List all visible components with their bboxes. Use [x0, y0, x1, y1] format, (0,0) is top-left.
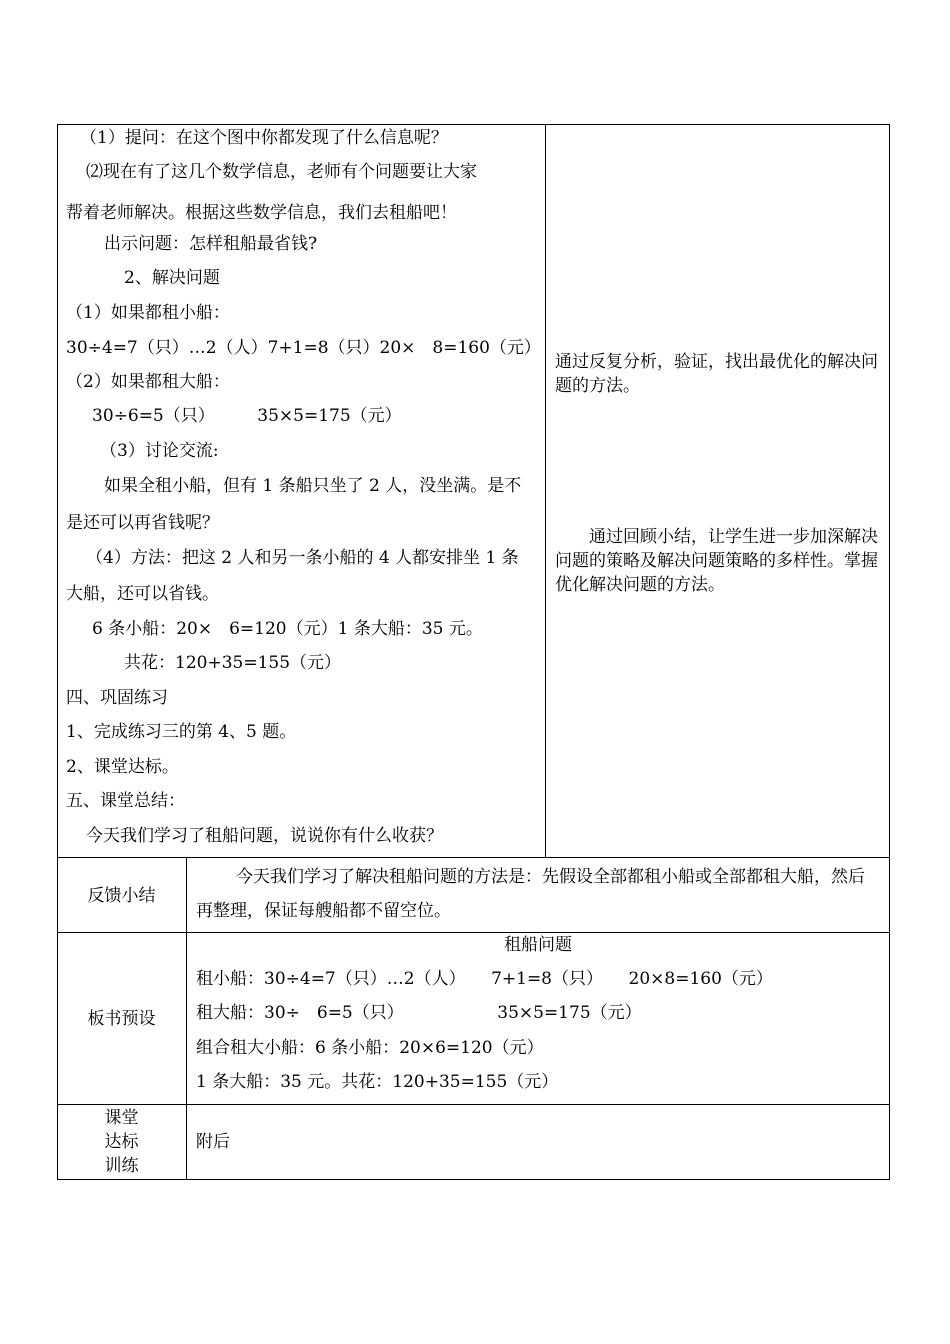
process-line: 出示问题：怎样租船最省钱? [104, 234, 318, 254]
practice-label-line: 训练 [104, 1156, 139, 1176]
divider-row-3 [57, 1104, 890, 1105]
process-line: 五、课堂总结： [66, 791, 185, 811]
intent-note-2: 通过回顾小结，让学生进一步加深解决问题的策略及解决问题策略的多样性。掌握优化解决问题的方法。 [555, 527, 878, 595]
process-line: （3）讨论交流: [100, 441, 219, 461]
practice-label-line: 课堂 [104, 1108, 139, 1128]
board-line: 1 条大船：35 元。共花：120+35=155（元） [196, 1072, 559, 1092]
divider-row-1 [57, 857, 890, 858]
practice-label-line: 达标 [104, 1132, 139, 1152]
process-line: （2）如果都租大船： [66, 372, 230, 392]
process-line: 如果全租小船，但有 1 条船只坐了 2 人，没坐满。是不 [104, 476, 522, 496]
feedback-text: 今天我们学习了解决租船问题的方法是：先假设全部都租小船或全部都租大船，然后再整理，保证每艘船都不留空位。 [196, 867, 865, 921]
practice-text: 附后 [196, 1132, 230, 1152]
divider-process-intent [545, 124, 546, 858]
board-line: 租大船：30÷ 6=5（只） 35×5=175（元） [196, 1003, 642, 1023]
process-line: ⑵现在有了这几个数学信息，老师有个问题要让大家 [86, 162, 477, 182]
process-line: 大船，还可以省钱。 [66, 584, 219, 604]
process-line: 是还可以再省钱呢？ [66, 513, 219, 533]
divider-label-column [186, 857, 187, 1180]
process-line: 30÷4=7（只）…2（人）7+1=8（只）20× 8=160（元） [66, 338, 541, 358]
process-line: 四、巩固练习 [66, 688, 168, 708]
process-line: （1）如果都租小船： [66, 303, 230, 323]
process-line: 2、解决问题 [124, 268, 220, 288]
board-line: 组合租大小船：6 条小船：20×6=120（元） [196, 1038, 544, 1058]
intent-note-1: 通过反复分析，验证，找出最优化的解决问题的方法。 [555, 352, 878, 396]
process-line: （1）提问：在这个图中你都发现了什么信息呢？ [80, 128, 448, 148]
process-line: （4）方法：把这 2 人和另一条小船的 4 人都安排坐 1 条 [86, 548, 519, 568]
board-title: 租船问题 [504, 935, 572, 955]
board-line: 租小船：30÷4=7（只）…2（人） 7+1=8（只） 20×8=160（元） [196, 969, 773, 989]
process-line: 6 条小船：20× 6=120（元）1 条大船：35 元。 [92, 619, 483, 639]
process-line: 2、课堂达标。 [66, 757, 179, 777]
process-line: 30÷6=5（只） 35×5=175（元） [92, 406, 402, 426]
feedback-label: 反馈小结 [87, 886, 156, 906]
divider-row-2 [57, 932, 890, 933]
process-line: 帮着老师解决。根据这些数学信息，我们去租船吧！ [66, 203, 457, 223]
process-line: 1、完成练习三的第 4、5 题。 [66, 722, 297, 742]
process-line: 今天我们学习了租船问题，说说你有什么收获？ [86, 826, 443, 846]
board-label: 板书预设 [87, 1009, 156, 1029]
process-line: 共花：120+35=155（元） [124, 653, 342, 673]
